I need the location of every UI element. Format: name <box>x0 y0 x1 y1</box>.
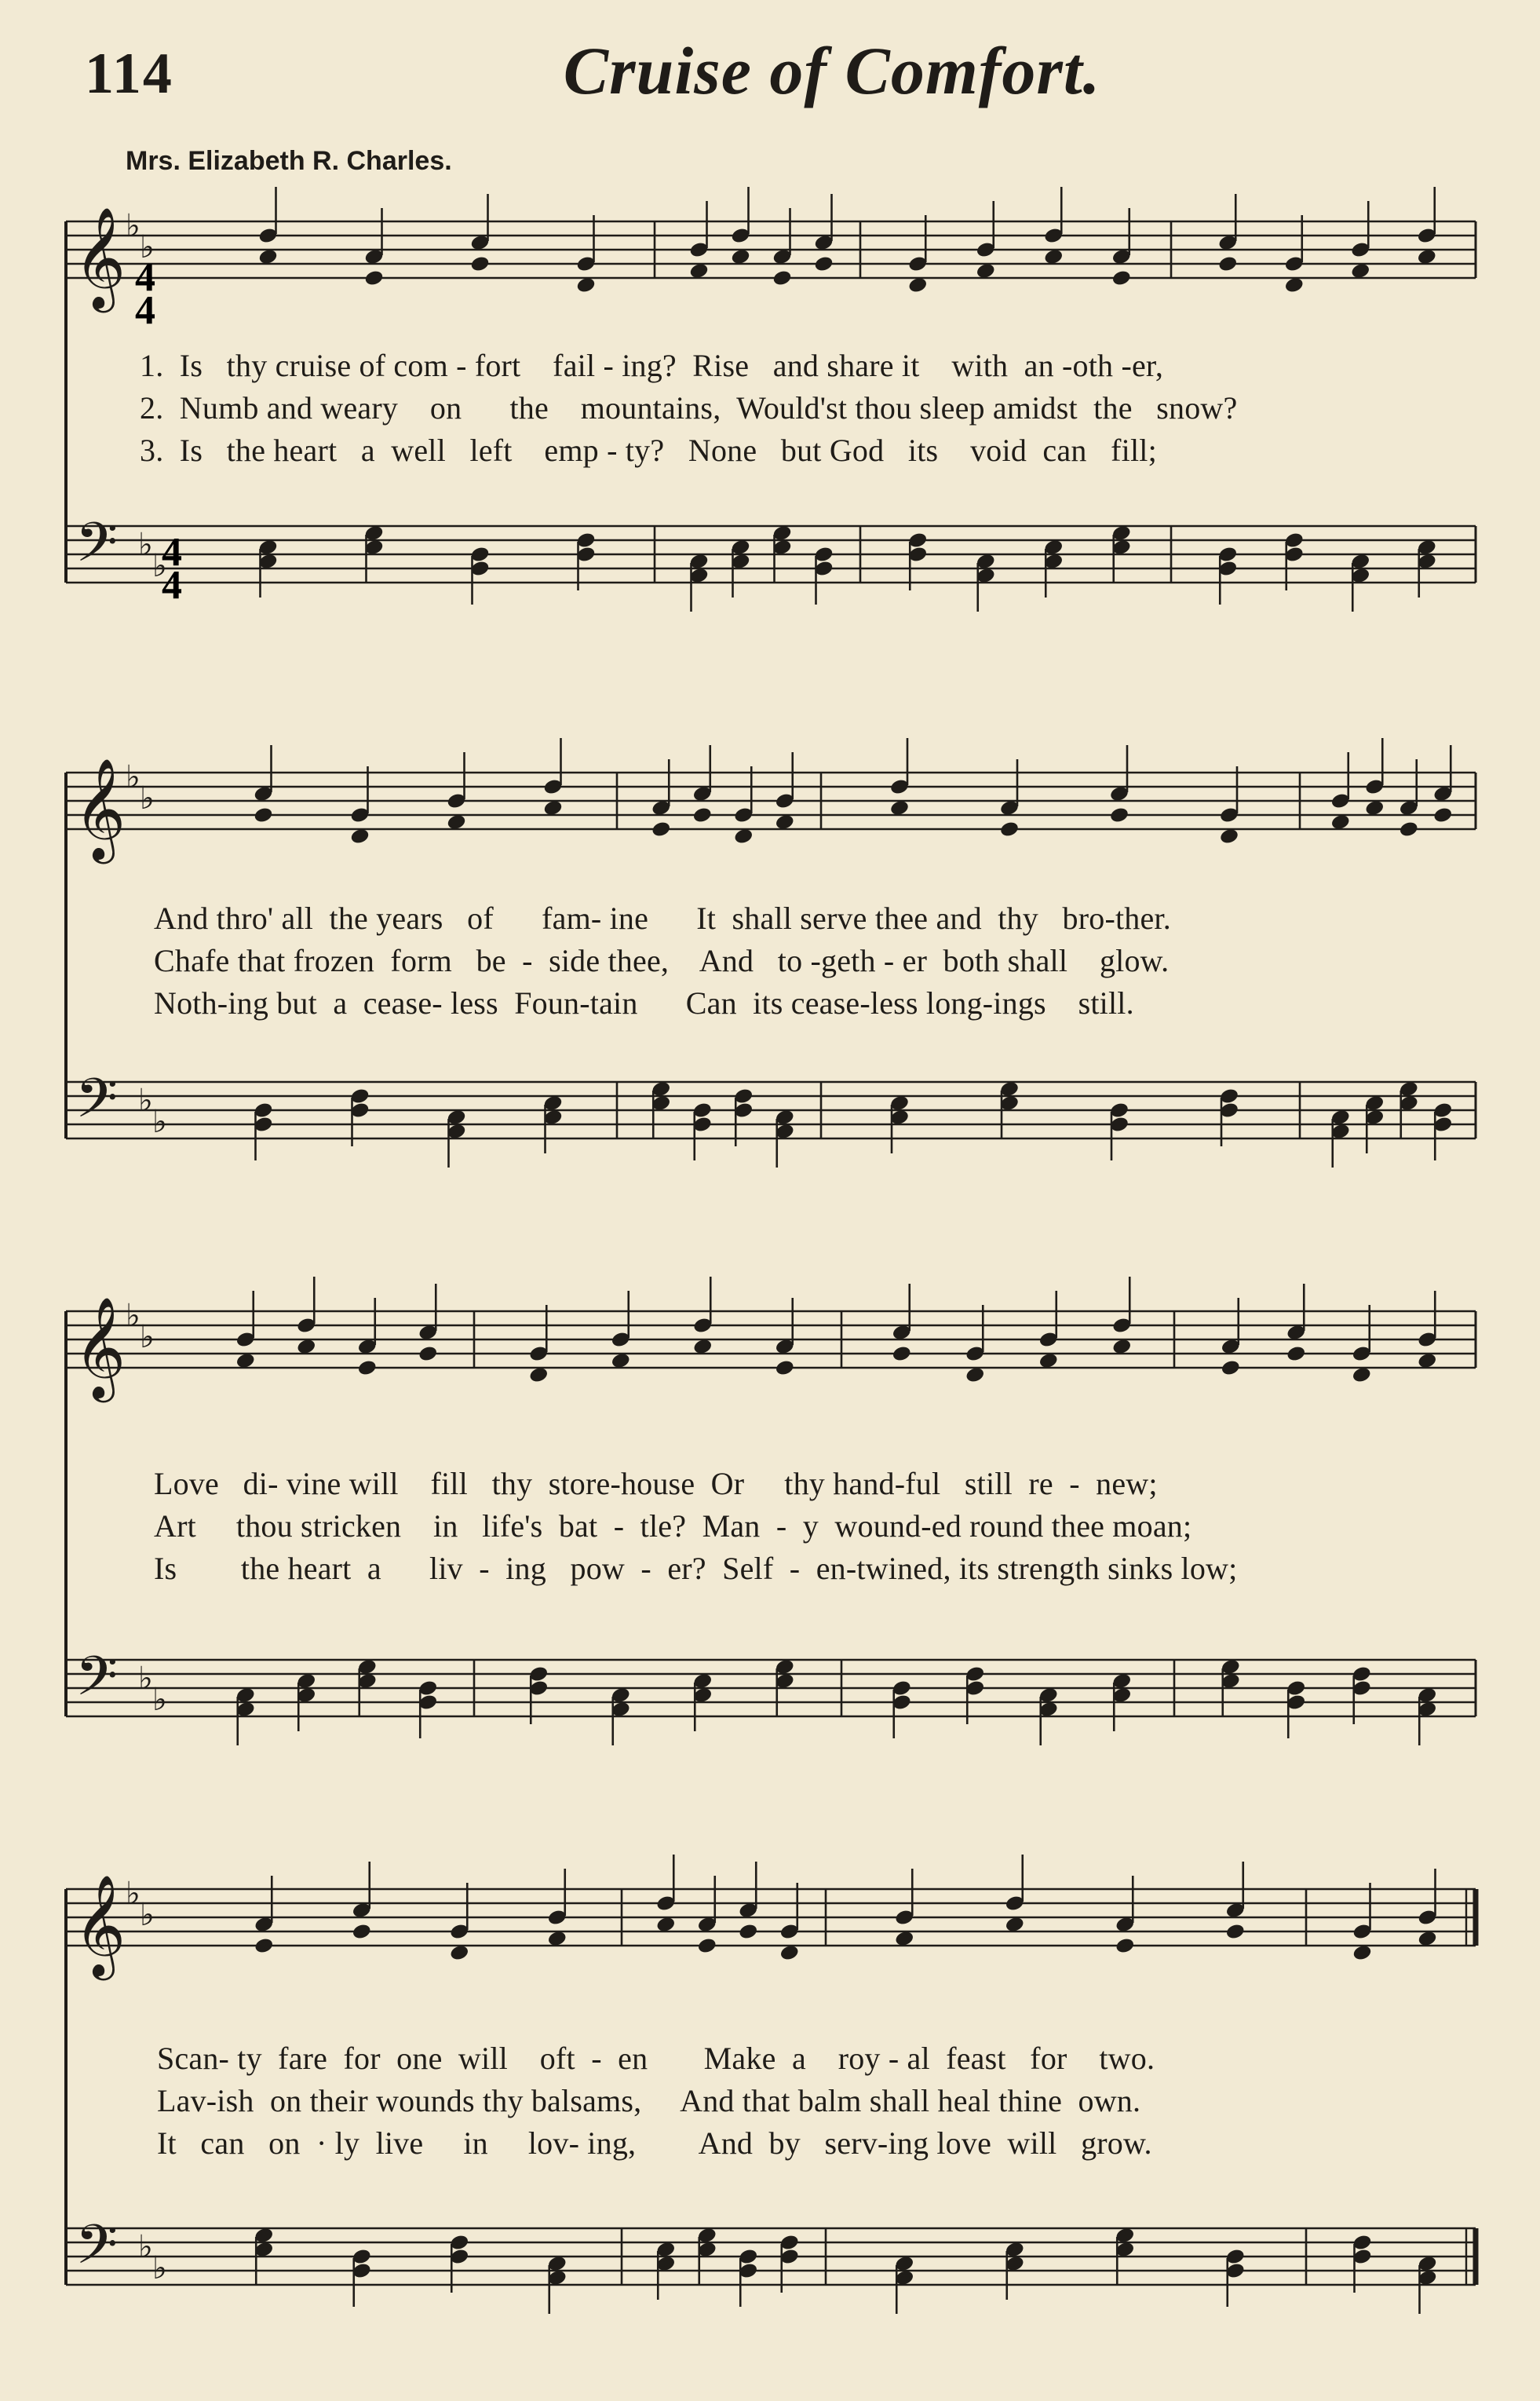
lyric-line-1-2: 2. Numb and weary on the mountains, Would'st thou sleep amidst the snow? <box>140 390 1238 426</box>
note-head <box>1109 806 1129 824</box>
note-head <box>357 1359 378 1377</box>
treble-clef-icon: 𝄞 <box>74 206 126 309</box>
note-head <box>1432 806 1453 824</box>
flat-icon: ♭ <box>152 2250 167 2286</box>
flat-icon: ♭ <box>138 527 153 563</box>
note-head <box>1111 269 1132 287</box>
lyric-line-3-3: Is the heart a liv - ing pow - er? Self - en-twined, its strength sinks low; <box>154 1551 1238 1586</box>
flat-icon: ♭ <box>152 1104 167 1140</box>
page-number: 114 <box>85 42 173 106</box>
bass-clef-icon: 𝄢 <box>75 1066 119 1143</box>
note-head <box>1221 1359 1241 1377</box>
flat-icon: ♭ <box>140 229 155 265</box>
lyric-line-4-3: It can on · ly live in lov- ing, And by serv-ing love will grow. <box>157 2125 1152 2161</box>
flat-icon: ♭ <box>138 2229 153 2265</box>
note-head <box>1399 820 1419 839</box>
notes <box>235 187 1454 2314</box>
lyric-line-4-1: Scan- ty fare for one will oft - en Make a roy - al feast for two. <box>157 2041 1155 2076</box>
flat-icon: ♭ <box>140 1897 155 1933</box>
bass-clef-icon: 𝄢 <box>75 2213 119 2290</box>
bass-clef-icon: 𝄢 <box>75 510 119 587</box>
lyric-line-3-1: Love di- vine will fill thy store-house Or thy hand-ful still re - new; <box>154 1466 1158 1501</box>
note-head <box>1217 255 1238 273</box>
treble-clef-icon: 𝄞 <box>74 758 126 860</box>
hymn-title: Cruise of Comfort. <box>563 33 1101 108</box>
note-head <box>363 269 384 287</box>
note-head <box>1225 1923 1246 1941</box>
note-head <box>1286 1345 1306 1363</box>
flat-icon: ♭ <box>138 1083 153 1119</box>
lyric-line-2-2: Chafe that frozen form be - side thee, And to -geth - er both shall glow. <box>154 943 1170 978</box>
treble-time-signature-top: 4 <box>135 255 155 300</box>
note-head <box>892 1345 912 1363</box>
lyric-line-2-3: Noth-ing but a cease- less Foun-tain Can its cease-less long-ings still. <box>154 985 1134 1021</box>
flat-icon: ♭ <box>140 1319 155 1355</box>
note-head <box>772 269 792 287</box>
treble-clef-icon: 𝄞 <box>74 1874 126 1976</box>
flat-icon: ♭ <box>152 1682 167 1718</box>
bass-clef-icon: 𝄢 <box>75 1644 119 1721</box>
note-head <box>254 1937 274 1955</box>
note-head <box>813 255 834 273</box>
note-head <box>469 255 490 273</box>
note-head <box>651 820 671 839</box>
flat-icon: ♭ <box>138 1661 153 1697</box>
flat-icon: ♭ <box>152 548 167 584</box>
note-head <box>418 1345 438 1363</box>
note-head <box>738 1923 758 1941</box>
lyric-line-4-2: Lav-ish on their wounds thy balsams, And that balm shall heal thine own. <box>157 2083 1141 2118</box>
lyric-line-2-1: And thro' all the years of fam- ine It shall serve thee and thy bro-ther. <box>154 901 1171 936</box>
note-head <box>697 1937 717 1955</box>
lyric-line-3-2: Art thou stricken in life's bat - tle? Man - y wound-ed round thee moan; <box>154 1508 1192 1544</box>
author-credit: Mrs. Elizabeth R. Charles. <box>126 146 452 176</box>
flat-icon: ♭ <box>126 759 140 795</box>
flat-icon: ♭ <box>126 1876 140 1912</box>
bass-time-signature-bottom: 4 <box>162 563 182 608</box>
note-head <box>692 806 713 824</box>
staff-lines <box>66 221 1476 2285</box>
bass-time-signature-top: 4 <box>162 530 182 575</box>
treble-clef-icon: 𝄞 <box>74 1296 126 1398</box>
note-head <box>775 1359 795 1377</box>
lyric-line-1-1: 1. Is thy cruise of com - fort fail - ing? Rise and share it with an -oth -er, <box>140 348 1164 383</box>
music-glyphs <box>74 206 167 2290</box>
note-head <box>1115 1937 1135 1955</box>
note-head <box>999 820 1020 839</box>
lyric-line-1-3: 3. Is the heart a well left emp - ty? None but God its void can fill; <box>140 433 1157 468</box>
flat-icon: ♭ <box>140 780 155 817</box>
treble-time-signature-bottom: 4 <box>135 288 155 333</box>
flat-icon: ♭ <box>126 1298 140 1334</box>
note-head <box>352 1923 372 1941</box>
flat-icon: ♭ <box>126 208 140 244</box>
note-head <box>253 806 273 824</box>
